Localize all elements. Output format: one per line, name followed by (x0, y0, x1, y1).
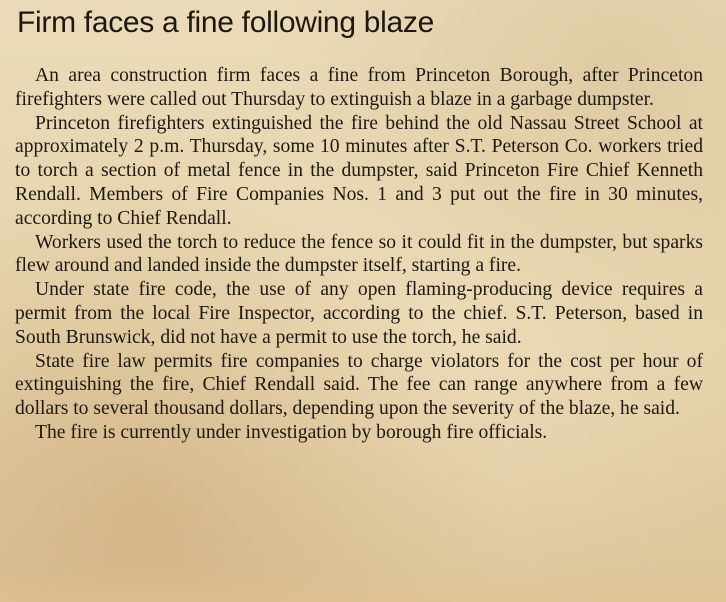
article-paragraph: State fire law permits fire companies to charge violators for the cost per hour of extinguishing the fire, Chief Rendall said. The fee can range anywhere from a few dollars to several thousand dollars, depending upon the severity of the blaze, he said. (15, 350, 703, 420)
article-paragraph: Under state fire code, the use of any open flaming-producing device requires a permit from the local Fire Inspector, according to the chief. S.T. Peterson, based in South Brunswick, did not have a permit to use the torch, he said. (15, 279, 703, 348)
article-body (15, 64, 703, 445)
paper-edge-shading (0, 568, 726, 602)
headline: Firm faces a fine following blaze (17, 6, 434, 39)
article-paragraph: Princeton firefighters extinguished the fire behind the old Nassau Street School at approximately 2 p.m. Thursday, some 10 minutes after S.T. Peterson Co. workers tried to torch a section of metal fence in the dumpster, said Princeton Fire Chief Kenneth Rendall. Members of Fire Companies Nos. 1 and 3 put out the fire in 30 minutes, according to Chief Rendall. (15, 112, 703, 229)
article-paragraph: The fire is currently under investigation by borough fire officials. (35, 421, 548, 443)
article-paragraph: An area construction firm faces a fine from Princeton Borough, after Princeton firefighters were called out Thursday to extinguish a blaze in a garbage dumpster. (15, 65, 703, 110)
article-paragraph: Workers used the torch to reduce the fence so it could fit in the dumpster, but sparks flew around and landed inside the dumpster itself, starting a fire. (15, 231, 703, 277)
